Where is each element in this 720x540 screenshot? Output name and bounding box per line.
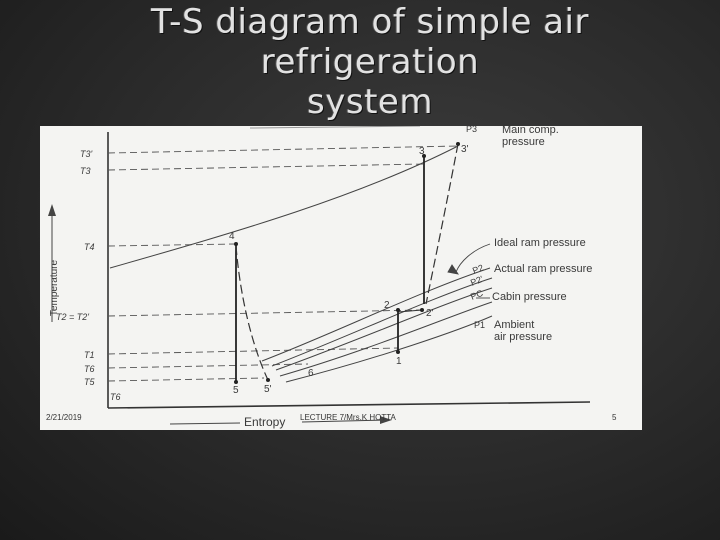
footer-center: LECTURE 7/Mrs.K HOTTA	[300, 413, 396, 422]
point-1: 1	[396, 356, 402, 367]
title-line-2: refrigeration	[260, 42, 480, 82]
temp-label-t6-bottom: T6	[110, 392, 121, 402]
temp-label-t5: T5	[84, 377, 95, 387]
legend-main-comp-line1: Main comp.	[502, 126, 559, 136]
state-points	[234, 142, 460, 384]
temperature-arrow-head	[48, 204, 56, 216]
legend-ambient-line1: Ambient	[494, 319, 535, 331]
pressure-tag-p2-prime: P2'	[469, 273, 485, 288]
point-6: 6	[308, 368, 314, 379]
temp-label-t1: T1	[84, 350, 95, 360]
pressure-tag-p2: P2	[471, 262, 485, 276]
pressure-tag-p3: P3	[466, 126, 478, 134]
temp-label-t6: T6	[84, 364, 95, 374]
actual-3prime-2prime	[426, 144, 458, 304]
temp-label-t3: T3	[80, 166, 91, 176]
point-3: 3	[419, 146, 425, 157]
legend-main-comp-line2: pressure	[502, 136, 545, 148]
pressure-tag-pc: PC	[469, 287, 485, 302]
entropy-axis	[108, 402, 590, 408]
point-3-prime: 3'	[461, 144, 469, 155]
title-line-1: T-S diagram of simple air	[151, 2, 589, 42]
footer-date: 2/21/2019	[46, 413, 82, 422]
temp-label-t4: T4	[84, 242, 95, 252]
legend-actual-ram: Actual ram pressure	[494, 263, 593, 275]
scan-artifact-line	[250, 126, 420, 128]
point-5-prime: 5'	[264, 384, 272, 395]
pressure-tag-p1: P1	[474, 320, 486, 330]
temperature-axis-label: Temperature	[49, 259, 60, 317]
legend-cabin: Cabin pressure	[492, 291, 567, 303]
point-4: 4	[229, 231, 235, 242]
ts-diagram-svg	[40, 126, 642, 430]
entropy-axis-label: Entropy	[244, 415, 286, 429]
point-2: 2	[384, 300, 390, 311]
point-2-prime: 2'	[426, 308, 434, 319]
point-5: 5	[233, 385, 239, 396]
slide-title	[70, 2, 670, 122]
legend-ideal-ram: Ideal ram pressure	[494, 237, 586, 249]
ts-diagram-figure	[40, 126, 642, 430]
entropy-arrow-left	[170, 423, 240, 424]
temp-label-t3-prime: T3'	[80, 149, 93, 159]
footer-page-number: 5	[612, 413, 617, 422]
temp-label-t2: T2 = T2'	[56, 312, 89, 322]
temperature-guide-lines	[108, 146, 458, 381]
legend-ambient-line2: air pressure	[494, 331, 553, 343]
title-line-3: system	[307, 82, 433, 122]
